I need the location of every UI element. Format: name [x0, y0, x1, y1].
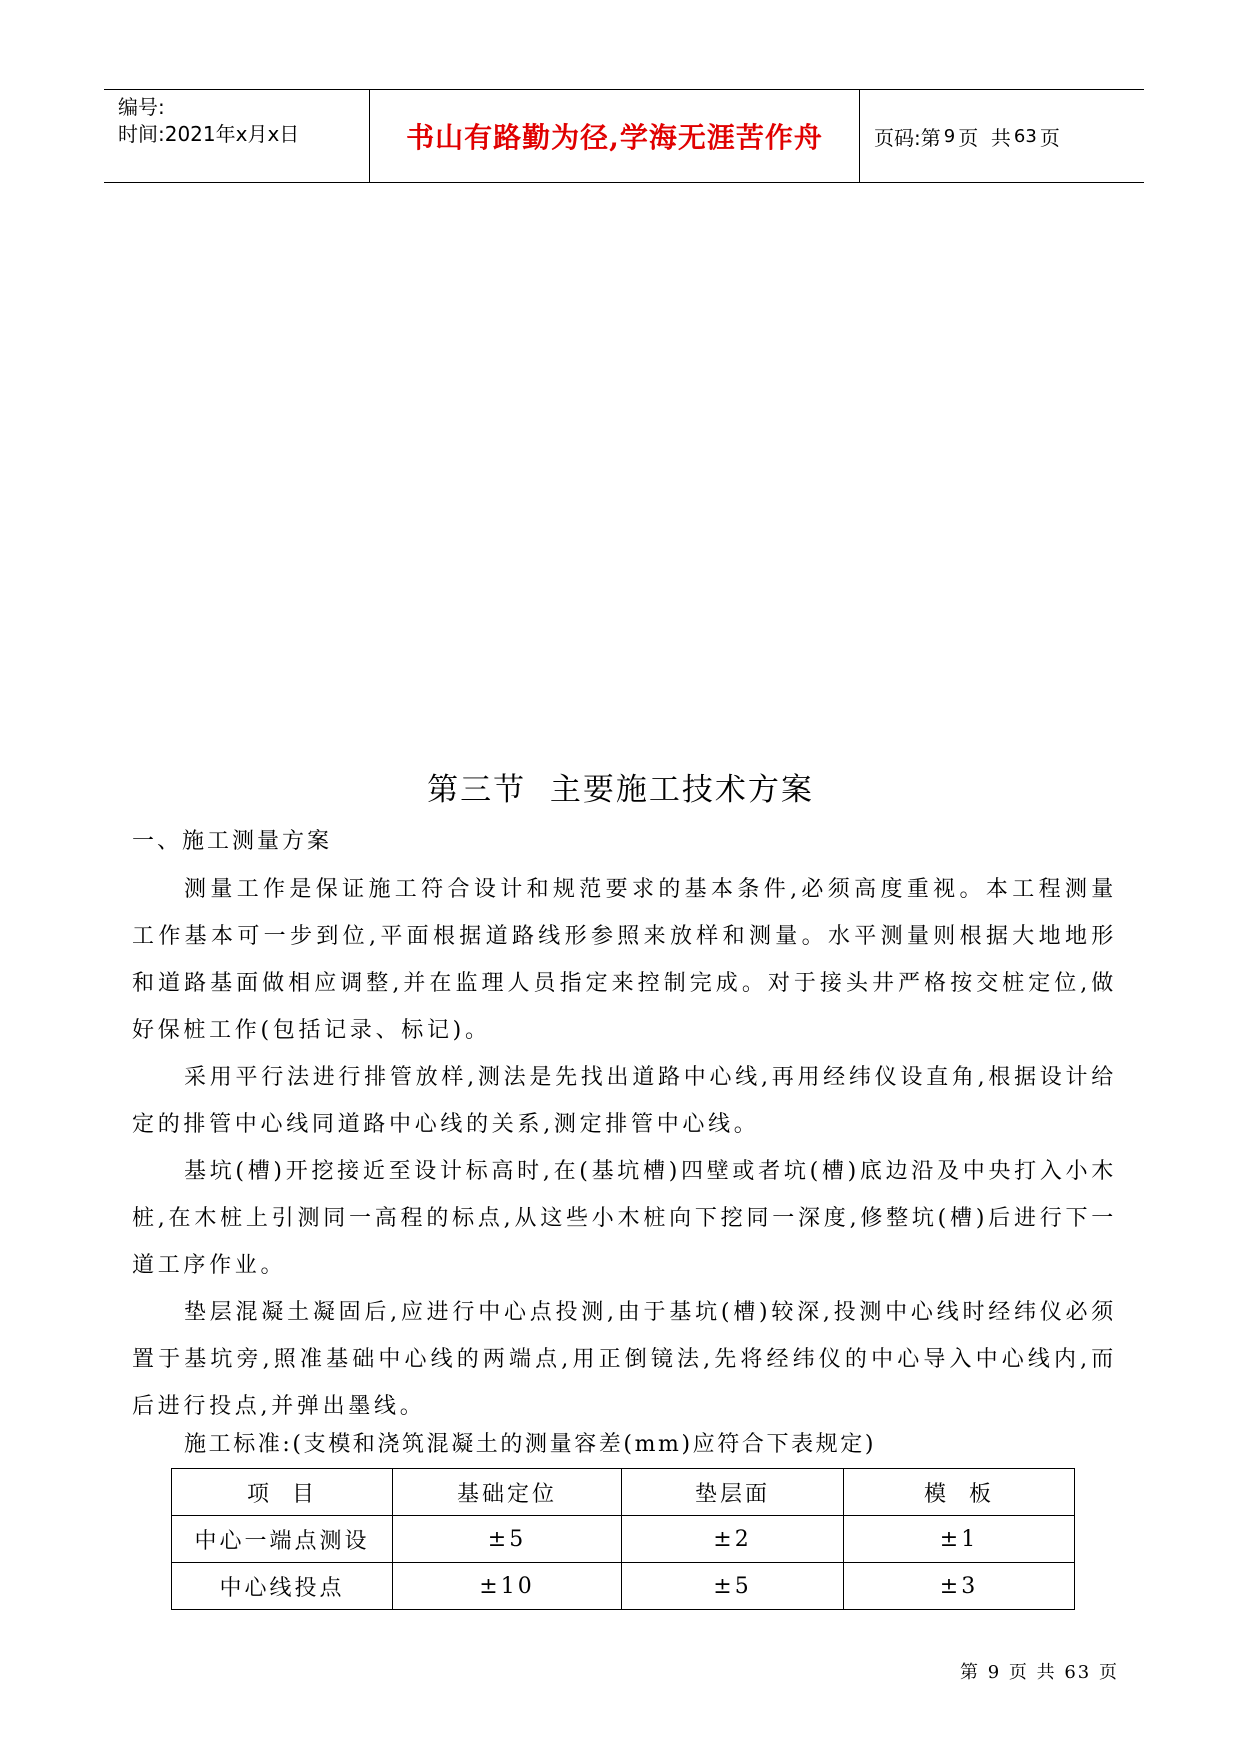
- table-row: [172, 1516, 1075, 1563]
- page-footer: 第 9 页 共 63 页: [960, 1662, 1119, 1683]
- table-cell: ±5: [622, 1563, 844, 1610]
- page-number: 9: [943, 125, 956, 147]
- section-title: 第三节 主要施工技术方案: [427, 772, 814, 808]
- tolerance-table: [171, 1468, 1075, 1610]
- page-header: [104, 89, 1144, 183]
- header-meta: [118, 94, 368, 148]
- subsection-heading: 一、施工测量方案: [132, 829, 333, 854]
- header-divider-right: [859, 90, 860, 182]
- table-header-cell: 垫层面: [622, 1469, 844, 1516]
- header-motto: 书山有路勤为径,学海无涯苦作舟: [406, 121, 823, 154]
- table-header-cell: 模 板: [844, 1469, 1075, 1516]
- paragraph: 采用平行法进行排管放样,测法是先找出道路中心线,再用经纬仪设直角,根据设计给定的排管中心线同道路中心线的关系,测定排管中心线。: [132, 1065, 1117, 1137]
- table-caption: 施工标准:(支模和浇筑混凝土的测量容差(mm)应符合下表规定): [184, 1432, 877, 1457]
- paragraph: 测量工作是保证施工符合设计和规范要求的基本条件,必须高度重视。本工程测量工作基本可一步到位,平面根据道路线形参照来放样和测量。水平测量则根据大地地形和道路基面做相应调整,并在监理人员指定来控制完成。对于接头井严格按交桩定位,做好保桩工作(包括记录、标记)。: [132, 877, 1117, 1043]
- table-cell: ±5: [393, 1516, 622, 1563]
- table-cell: ±1: [844, 1516, 1075, 1563]
- page-suffix: 页: [1039, 125, 1060, 150]
- paragraph: 垫层混凝土凝固后,应进行中心点投测,由于基坑(槽)较深,投测中心线时经纬仪必须置于基坑旁,照准基础中心线的两端点,用正倒镜法,先将经纬仪的中心导入中心线内,而后进行投点,并弹出墨线。: [132, 1300, 1117, 1419]
- table-row: [172, 1563, 1075, 1610]
- table-header-row: [172, 1469, 1075, 1516]
- table-cell: 中心一端点测设: [172, 1516, 393, 1563]
- document-time-label: 时间:2021年x月x日: [118, 122, 300, 146]
- page-prefix: 页码:第: [874, 125, 941, 150]
- document-number-label: 编号:: [118, 95, 165, 119]
- table-cell: ±3: [844, 1563, 1075, 1610]
- table-cell: 中心线投点: [172, 1563, 393, 1610]
- header-page-info: [874, 90, 1060, 182]
- page-total: 63: [1013, 125, 1037, 147]
- table-cell: ±10: [393, 1563, 622, 1610]
- paragraph: 基坑(槽)开挖接近至设计标高时,在(基坑槽)四壁或者坑(槽)底边沿及中央打入小木桩,在木桩上引测同一高程的标点,从这些小木桩向下挖同一深度,修整坑(槽)后进行下一道工序作业。: [132, 1159, 1117, 1278]
- table-header-cell: 基础定位: [393, 1469, 622, 1516]
- page-mid: 页 共: [958, 125, 1011, 150]
- table-header-cell: 项 目: [172, 1469, 393, 1516]
- table-cell: ±2: [622, 1516, 844, 1563]
